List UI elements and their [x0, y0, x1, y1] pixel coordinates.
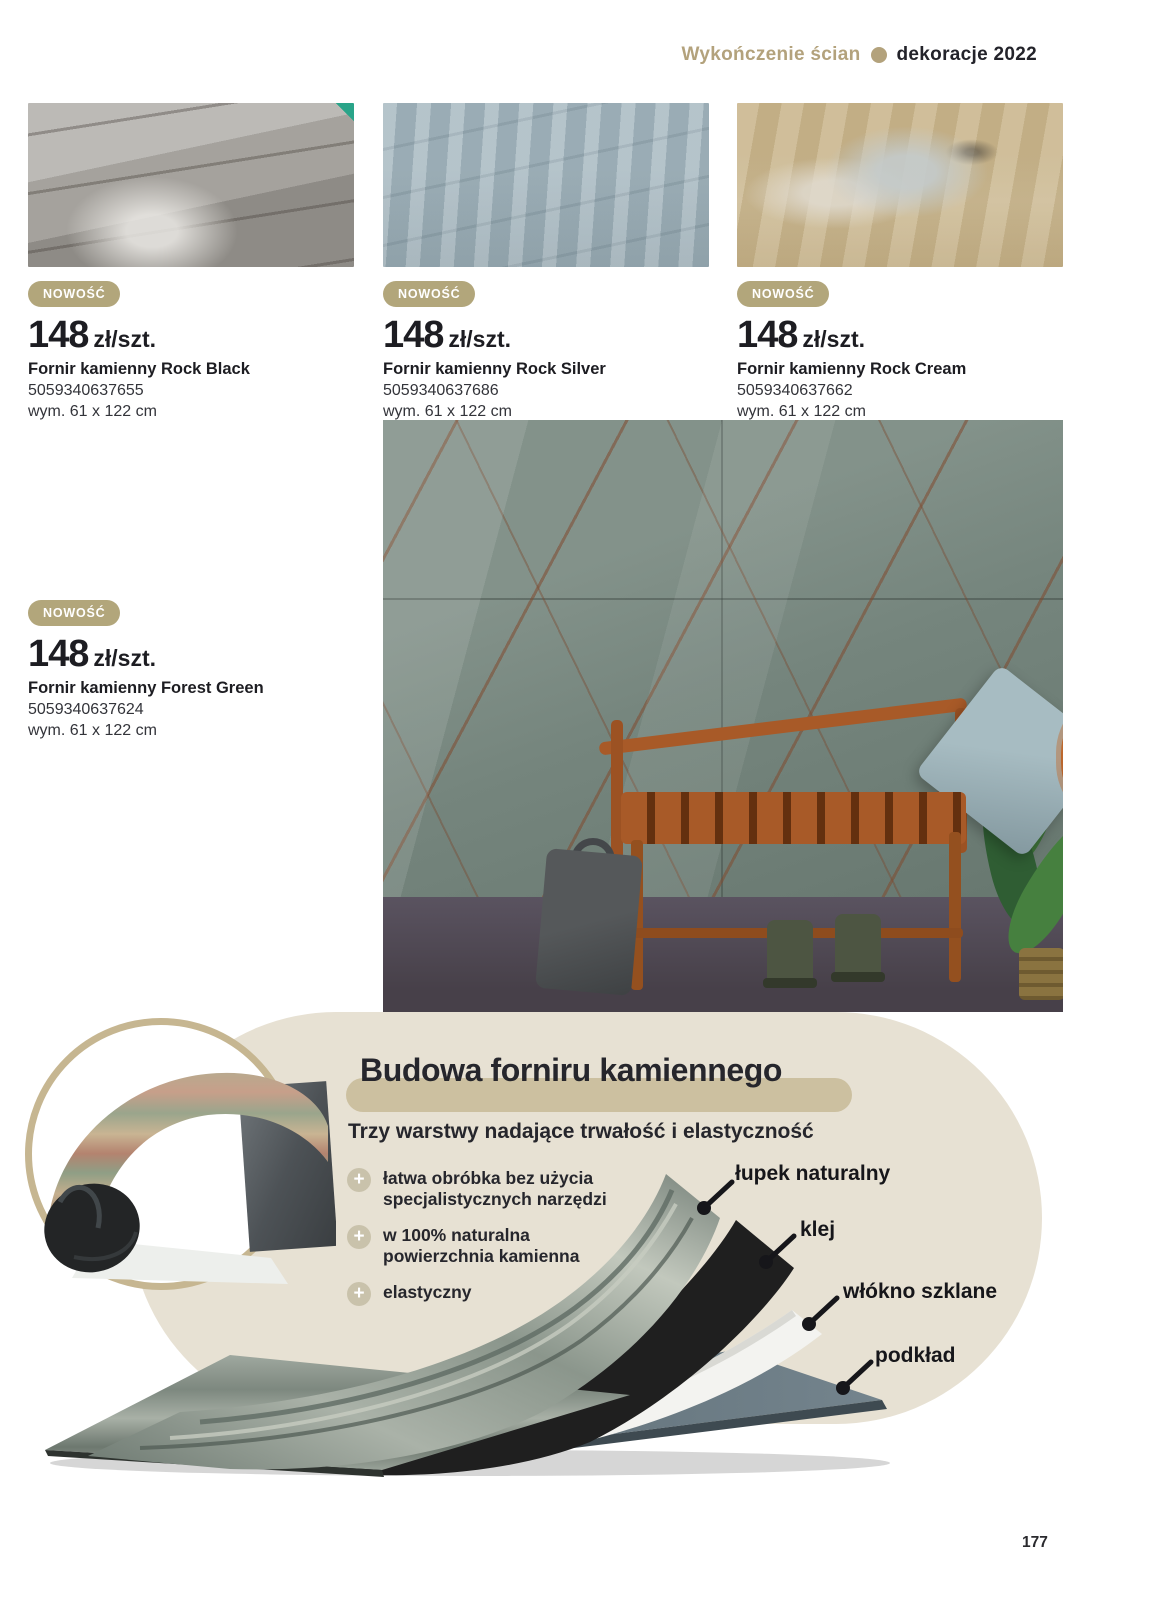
shoulder-bag — [535, 848, 643, 996]
price-value: 148 — [28, 633, 89, 675]
new-badge: NOWOŚĆ — [28, 600, 120, 626]
product-dimensions: wym. 61 x 122 cm — [737, 403, 866, 420]
price-value: 148 — [737, 314, 798, 356]
feature-item — [347, 1168, 647, 1210]
price — [28, 314, 354, 357]
price — [737, 314, 1063, 357]
infographic-title: Budowa forniru kamiennego — [360, 1052, 783, 1088]
product-name: Fornir kamienny Rock Silver — [383, 360, 606, 378]
product-dimensions: wym. 61 x 122 cm — [383, 403, 512, 420]
product-code: 5059340637655 — [28, 382, 144, 399]
rubber-boot — [835, 914, 881, 982]
layer-label-podklad: podkład — [875, 1344, 956, 1367]
product-card-rock-silver — [383, 103, 709, 421]
infographic-subtitle: Trzy warstwy nadające trwałość i elastyczność — [348, 1120, 814, 1143]
price-unit: zł/szt. — [802, 326, 866, 352]
bench-arm-left — [611, 720, 623, 865]
bench-leg — [949, 832, 961, 982]
rubber-boot — [767, 920, 813, 988]
product-image-forest-green — [28, 420, 354, 577]
pointer-line-icon — [833, 1352, 879, 1398]
product-card-rock-black — [28, 103, 354, 421]
product-image-rock-silver — [383, 103, 709, 267]
feature-text: łatwa obróbka bez użycia specjalistycznych narzędzi — [383, 1168, 607, 1209]
product-code: 5059340637624 — [28, 701, 144, 718]
product-code: 5059340637662 — [737, 382, 853, 399]
new-badge: NOWOŚĆ — [737, 281, 829, 307]
section-title: Wykończenie ścian — [681, 44, 861, 65]
header-separator-dot — [871, 47, 887, 63]
plant-basket — [1019, 948, 1063, 1000]
pointer-line-icon — [694, 1172, 740, 1218]
layer-label-lupek: łupek naturalny — [735, 1162, 891, 1185]
layer-label-wlokno: włókno szklane — [843, 1280, 998, 1303]
price — [383, 314, 709, 357]
feature-item — [347, 1225, 647, 1267]
page-header — [682, 44, 1037, 66]
product-code: 5059340637686 — [383, 382, 499, 399]
feature-item — [347, 1282, 647, 1306]
product-name: Fornir kamienny Rock Black — [28, 360, 250, 378]
price-unit: zł/szt. — [448, 326, 512, 352]
feature-text: elastyczny — [383, 1282, 472, 1302]
product-name: Fornir kamienny Forest Green — [28, 679, 264, 697]
price-unit: zł/szt. — [93, 645, 157, 671]
pointer-line-icon — [799, 1288, 845, 1334]
product-name: Fornir kamienny Rock Cream — [737, 360, 967, 378]
price-value: 148 — [28, 314, 89, 356]
plus-icon: + — [347, 1168, 371, 1192]
feature-list — [347, 1168, 647, 1321]
price — [28, 633, 354, 676]
product-dimensions: wym. 61 x 122 cm — [28, 403, 157, 420]
product-card-forest-green — [28, 420, 354, 740]
product-image-rock-cream — [737, 103, 1063, 267]
bench-seat-slats — [621, 792, 966, 844]
catalog-title: dekoracje 2022 — [896, 44, 1037, 65]
product-card-rock-cream — [737, 103, 1063, 421]
new-badge: NOWOŚĆ — [383, 281, 475, 307]
price-unit: zł/szt. — [93, 326, 157, 352]
product-image-rock-black — [28, 103, 354, 267]
new-badge: NOWOŚĆ — [28, 281, 120, 307]
layer-label-klej: klej — [800, 1218, 836, 1241]
product-dimensions: wym. 61 x 122 cm — [28, 722, 157, 739]
feature-text: w 100% naturalna powierzchnia kamienna — [383, 1225, 580, 1266]
pointer-line-icon — [756, 1226, 802, 1272]
plus-icon: + — [347, 1225, 371, 1249]
page-number: 177 — [1022, 1534, 1048, 1551]
price-value: 148 — [383, 314, 444, 356]
plus-icon: + — [347, 1282, 371, 1306]
floor — [383, 897, 1063, 1012]
lifestyle-photo — [383, 420, 1063, 1012]
